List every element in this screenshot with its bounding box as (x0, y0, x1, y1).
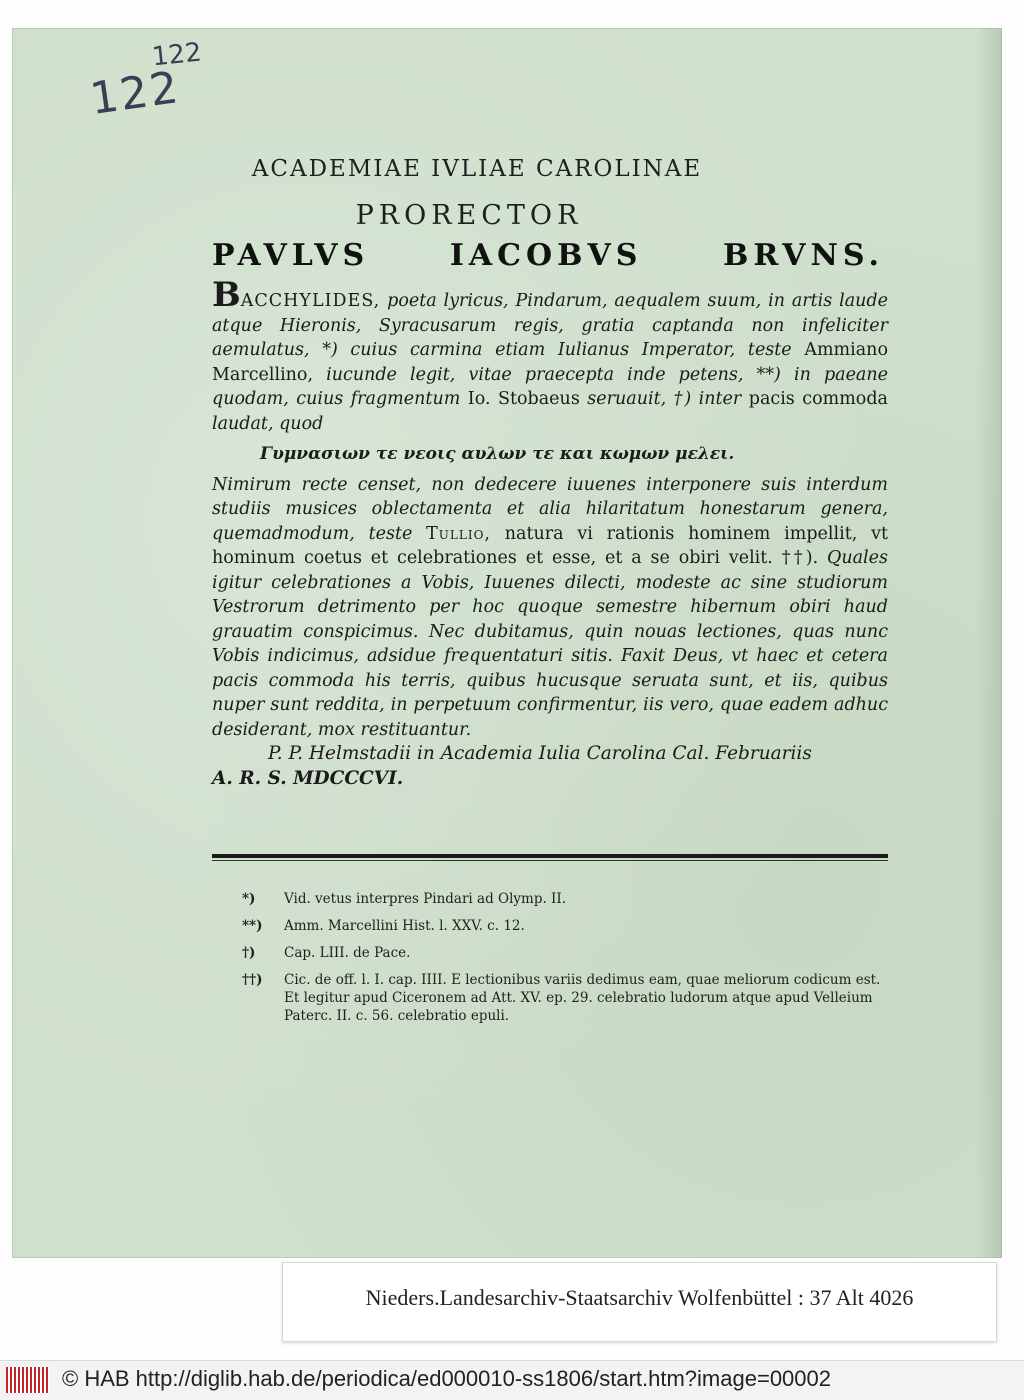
footnote-text: Cap. LIII. de Pace. (284, 945, 411, 961)
footer-bar (0, 1360, 1024, 1400)
paragraph-1 (212, 275, 888, 436)
archive-label (282, 1262, 997, 1342)
name-word-1: PAVLVS (212, 238, 370, 273)
footnote-text: Cic. de off. l. I. cap. IIII. E lectionibus variis dedimus eam, quae meliorum codicum est. Et legitur apud Ciceronem ad Att. XV. ep. 29. celebratio ludorum atque apud Velleium Paterc. II. c. 56. celebratio epuli. (284, 972, 881, 1024)
para1-ammianus: Ammiano Marcellino, (212, 340, 888, 385)
signature-line: P. P. Helmstadii in Academia Iulia Carolina Cal. Februariis (268, 743, 812, 764)
footnote (242, 917, 892, 935)
divider-thin (212, 860, 888, 861)
footnote (242, 971, 892, 1025)
header-name (212, 238, 884, 273)
footnote-mark: †) (242, 945, 256, 961)
footnote-text: Vid. vetus interpres Pindari ad Olymp. II. (284, 891, 567, 907)
header-academy: ACADEMIAE IVLIAE CAROLINAE (251, 156, 703, 182)
footnote-mark: *) (242, 891, 256, 907)
footnote-mark: **) (242, 918, 263, 934)
footnote-text: Amm. Marcellini Hist. l. XXV. c. 12. (284, 918, 525, 934)
footer-url[interactable]: © HAB http://diglib.hab.de/periodica/ed000010-ss1806/start.htm?image=00002 (62, 1366, 831, 1391)
handwritten-note-small: 122 (150, 37, 204, 73)
divider-thick (212, 854, 888, 858)
para2-text-c: Quales igitur celebrationes a Vobis, Iuuenes dilecti, modeste ac sine studiorum Vestrorum detrimento per hoc quoque semestre hibernum obiri haud grauatim conspicimus. Nec dubitamus, quin nouas lectiones, quas nunc Vobis indicimus, adsidue frequentaturi sitis. Faxit Deus, vt haec et cetera pacis commoda his terris, quibus hucusque seruata sunt, et iis, quibus nuper sunt reddita, in perpetuum confirmentur, iis vero, quae eadem adhuc desiderant, mox restituantur. (212, 548, 888, 740)
para2-tullius: Tullio, (426, 523, 491, 544)
name-word-3: BRVNS. (723, 238, 884, 273)
footnote (242, 944, 892, 962)
handwritten-note-large: 122 (86, 61, 184, 126)
name-word-2: IACOBVS (449, 238, 643, 273)
header-prorector: PRORECTOR (355, 200, 583, 231)
para1-stobaeus: Io. Stobaeus (467, 389, 580, 409)
greek-quote: Γυμνασιων τε νεοις αυλων τε και κωμων μελει. (260, 444, 735, 464)
hab-logo-icon (6, 1367, 50, 1393)
author-name: ACCHYLIDES, (240, 291, 381, 311)
footnote-mark: ††) (242, 972, 263, 988)
footnote (242, 890, 892, 908)
para2-text-a: Nimirum recte censet, non dedecere iuuenes interponere suis interdum studiis musices oblectamenta et alia hilaritatum honestarum genera, quemadmodum, teste (212, 474, 888, 544)
para2-text-b: natura vi rationis hominem impellit, vt hominum coetus et celebrationes et esse, et a se obiri velit. ††). (212, 523, 888, 568)
document-page (12, 28, 1002, 1258)
footnotes (242, 890, 892, 1034)
date-line: A. R. S. MDCCCVI. (212, 767, 404, 789)
para1-text-d: laudat, quod (212, 413, 324, 434)
paper-edge (976, 28, 1002, 1258)
para1-text-c: seruauit, †) inter (579, 389, 749, 409)
drop-cap: B (212, 275, 241, 315)
body-text (212, 275, 888, 791)
archive-label-text: Nieders.Landesarchiv-Staatsarchiv Wolfenbüttel : 37 Alt 4026 (365, 1285, 914, 1310)
paragraph-2 (212, 473, 888, 743)
para1-text-b: iucunde legit, vitae praecepta inde petens, **) in paeane quodam, cuius fragmentum (212, 364, 888, 409)
para1-pacis: pacis commoda (748, 389, 888, 409)
para1-text-a: poeta lyricus, Pindarum, aequalem suum, in artis laude atque Hieronis, Syracusarum regis, gratia captanda non infeliciter aemulatus, *) cuius carmina etiam Iulianus Imperator, teste (212, 291, 888, 360)
